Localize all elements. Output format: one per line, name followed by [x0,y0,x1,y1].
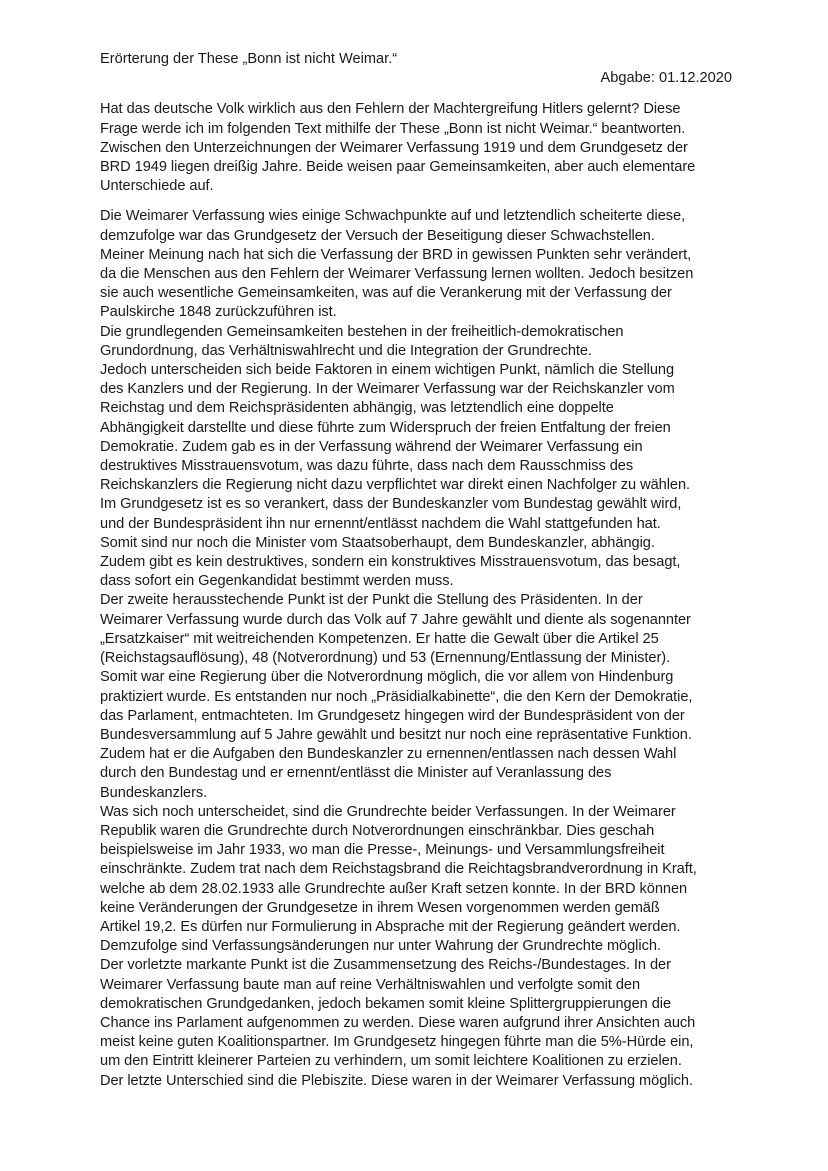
submission-date: Abgabe: 01.12.2020 [600,70,732,87]
document-page [100,50,740,1091]
paragraph-main-body: Die Weimarer Verfassung wies einige Schwachpunkte auf und letztendlich scheiterte diese, demzufolge war das Grundgesetz der Versuch der Beseitigung dieser Schwachstellen. Meiner Meinung nach hat sich die Verfassung der BRD in gewissen Punkten sehr verändert, da die Menschen aus den Fehlern der Weimarer Verfassung lernen wollten. Jedoch besitzen sie auch wesentliche Gemeinsamkeiten, was auf die Verankerung mit der Verfassung der Paulskirche 1848 zurückzuführen ist. Die grundlegenden Gemeinsamkeiten bestehen in der freiheitlich-demokratischen Grundordnung, das Verhältniswahlrecht und die Integration der Grundrechte. Jedoch unterscheiden sich beide Faktoren in einem wichtigen Punkt, nämlich die Stellung des Kanzlers und der Regierung. In der Weimarer Verfassung war der Reichskanzler vom Reichstag und dem Reichspräsidenten abhängig, was letztendlich eine doppelte Abhängigkeit darstellte und diese führte zum Widerspruch der freien Entfaltung der freien Demokratie. Zudem gab es in der Verfassung während der Weimarer Verfassung ein destruktives Misstrauensvotum, was dazu führte, dass nach dem Rausschmiss des Reichskanzlers die Regierung nicht dazu verpflichtet war direkt einen Nachfolger zu wählen. Im Grundgesetz ist es so verankert, dass der Bundeskanzler vom Bundestag gewählt wird, und der Bundespräsident ihn nur ernennt/entlässt nachdem die Wahl stattgefunden hat. Somit sind nur noch die Minister vom Staatsoberhaupt, dem Bundeskanzler, abhängig. Zudem gibt es kein destruktives, sondern ein konstruktives Misstrauensvotum, das besagt, dass sofort ein Gegenkandidat bestimmt werden muss. Der zweite herausstechende Punkt ist der Punkt die Stellung des Präsidenten. In der Weimarer Verfassung wurde durch das Volk auf 7 Jahre gewählt und diente als sogenannter „Ersatzkaiser“ mit weitreichenden Kompetenzen. Er hatte die Gewalt über die Artikel 25 (Reichstagsauflösung), 48 (Notverordnung) und 53 (Ernennung/Entlassung der Minister). Somit war eine Regierung über die Notverordnung möglich, die vor allem von Hindenburg praktiziert wurde. Es entstanden nur noch „Präsidialkabinette“, die den Kern der Demokratie, das Parlament, entmachteten. Im Grundgesetz hingegen wird der Bundespräsident von der Bundesversammlung auf 5 Jahre gewählt und besitzt nur noch eine repräsentative Funktion. Zudem hat er die Aufgaben den Bundeskanzler zu ernennen/entlassen nach dessen Wahl durch den Bundestag und er ernennt/entlässt die Minister auf Veranlassung des Bundeskanzlers. Was sich noch unterscheidet, sind die Grundrechte beider Verfassungen. In der Weimarer Republik waren die Grundrechte durch Notverordnungen einschränkbar. Dies geschah beispielsweise im Jahr 1933, wo man die Presse-, Meinungs- und Versammlungsfreiheit einschränkte. Zudem trat nach dem Reichstagsbrand die Reichtagsbrandverordnung in Kraft, welche ab dem 28.02.1933 alle Grundrechte außer Kraft setzen konnte. In der BRD können keine Veränderungen der Grundgesetze in ihrem Wesen vorgenommen werden gemäß Artikel 19,2. Es dürfen nur Formulierung in Absprache mit der Regierung geändert werden. Demzufolge sind Verfassungsänderungen nur unter Wahrung der Grundrechte möglich. Der vorletzte markante Punkt ist die Zusammensetzung des Reichs-/Bundestages. In der Weimarer Verfassung baute man auf reine Verhältniswahlen und verfolgte somit den demokratischen Grundgedanken, jedoch bekamen somit kleine Splittergruppierungen die Chance ins Parlament aufgenommen zu werden. Diese waren aufgrund ihrer Ansichten auch meist keine guten Koalitionspartner. Im Grundgesetz hingegen führte man die 5%-Hürde ein, um den Eintritt kleinerer Parteien zu verhindern, um somit leichtere Koalitionen zu erzielen. Der letzte Unterschied sind die Plebiszite. Diese waren in der Weimarer Verfassung möglich. [100,208,697,1089]
spacer [100,196,740,207]
document-title: Erörterung der These „Bonn ist nicht Weimar.“ [100,51,398,67]
paragraph-introduction: Hat das deutsche Volk wirklich aus den Fehlern der Machtergreifung Hitlers gelernt? Diese Frage werde ich im folgenden Text mithilfe der These „Bonn ist nicht Weimar.“ beantworten. Zwischen den Unterzeichnungen der Weimarer Verfassung 1919 und dem Grundgesetz der BRD 1949 liegen dreißig Jahre. Beide weisen paar Gemeinsamkeiten, aber auch elementare Unterschiede auf. [100,101,696,195]
spacer [100,88,740,100]
